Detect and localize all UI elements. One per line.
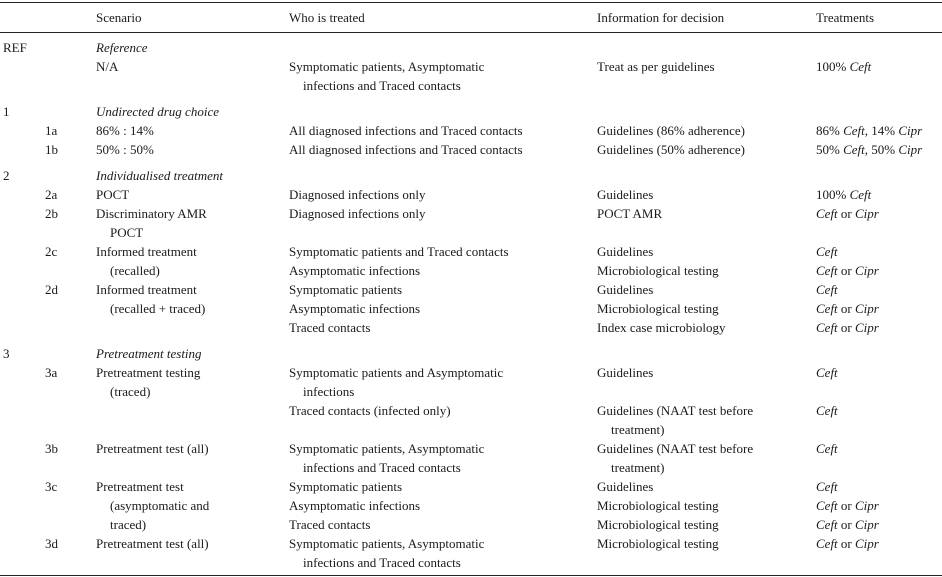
drug-name: Ceft: [816, 263, 838, 278]
information-for-decision: [597, 515, 719, 534]
treatments: [816, 140, 922, 159]
who-is-treated-line: infections: [303, 384, 355, 399]
drug-name: Cipr: [855, 498, 879, 513]
header-rule: [0, 32, 942, 33]
scenario-name-line: (recalled + traced): [110, 301, 206, 316]
information-for-decision: [597, 401, 753, 439]
information-for-decision: [597, 204, 662, 223]
who-is-treated: [289, 318, 370, 337]
drug-name: Ceft: [816, 282, 838, 297]
scenario-name: 50% : 50%: [96, 142, 154, 157]
who-is-treated: [289, 439, 484, 477]
information-for-decision: [597, 242, 653, 261]
scenario-sub-id: 3a: [45, 365, 58, 380]
scenario-name-line: Informed treatment: [96, 244, 197, 259]
treatment-text: 50%: [816, 142, 844, 157]
who-is-treated-line: Asymptomatic infections: [289, 301, 421, 316]
treatments: [816, 515, 879, 534]
drug-name: Cipr: [855, 301, 879, 316]
treatments: [816, 242, 838, 261]
drug-name: Cipr: [855, 517, 879, 532]
scenario-name-line: Pretreatment testing: [96, 365, 201, 380]
scenario-name-line: (recalled): [110, 263, 160, 278]
who-is-treated-line: Asymptomatic infections: [289, 498, 421, 513]
information-for-decision-line: Microbiological testing: [597, 301, 719, 316]
who-is-treated-line: Symptomatic patients: [289, 282, 403, 297]
information-for-decision-line: Index case microbiology: [597, 320, 726, 335]
who-is-treated-line: infections and Traced contacts: [303, 78, 461, 93]
treatment-text: or: [837, 320, 856, 335]
treatments: [816, 534, 879, 553]
who-is-treated-line: infections and Traced contacts: [303, 460, 461, 475]
information-for-decision-line: Guidelines: [597, 365, 654, 380]
drug-name: Cipr: [855, 206, 879, 221]
information-for-decision: [597, 185, 653, 204]
who-is-treated-line: Symptomatic patients and Asymptomatic: [289, 365, 504, 380]
information-for-decision-line: Guidelines: [597, 282, 654, 297]
drug-name: Cipr: [855, 320, 879, 335]
information-for-decision: [597, 140, 745, 159]
who-is-treated: [289, 242, 509, 261]
scenario-name-line: traced): [110, 517, 147, 532]
scenario-name-line: Pretreatment test: [96, 479, 184, 494]
drug-name: Ceft: [816, 365, 838, 380]
who-is-treated-line: Symptomatic patients: [289, 479, 403, 494]
information-for-decision-line: POCT AMR: [597, 206, 663, 221]
treatments: [816, 299, 879, 318]
scenario-name: POCT: [96, 187, 130, 202]
who-is-treated: [289, 401, 451, 420]
information-for-decision-line: Guidelines: [597, 187, 654, 202]
information-for-decision-line: treatment): [611, 460, 665, 475]
scenario-name-line: Pretreatment test (all): [96, 441, 209, 456]
treatments: [816, 496, 879, 515]
information-for-decision-line: Microbiological testing: [597, 263, 719, 278]
who-is-treated: [289, 534, 484, 572]
scenario-name: Individualised treatment: [96, 168, 223, 183]
information-for-decision: [597, 363, 653, 382]
header-treatments: Treatments: [816, 10, 875, 25]
who-is-treated: [289, 280, 402, 299]
treatment-text: , 50%: [864, 142, 899, 157]
information-for-decision-line: Microbiological testing: [597, 498, 719, 513]
who-is-treated: [289, 477, 402, 496]
information-for-decision-line: treatment): [611, 422, 665, 437]
who-is-treated-line: Traced contacts (infected only): [289, 403, 451, 418]
drug-name: Cipr: [855, 536, 879, 551]
who-is-treated-line: Symptomatic patients, Asymptomatic: [289, 536, 485, 551]
treatment-text: or: [837, 206, 856, 221]
scenario-name-line: Informed treatment: [96, 282, 197, 297]
who-is-treated: [289, 185, 425, 204]
treatment-text: 86%: [816, 123, 844, 138]
who-is-treated-line: Diagnosed infections only: [289, 187, 426, 202]
header-who-is-treated: Who is treated: [289, 10, 365, 25]
who-is-treated-line: Diagnosed infections only: [289, 206, 426, 221]
who-is-treated-line: Asymptomatic infections: [289, 263, 421, 278]
information-for-decision: [597, 318, 726, 337]
scenario-name: [96, 204, 207, 242]
treatments: [816, 363, 838, 382]
scenario-group-id: 3: [3, 346, 10, 361]
treatment-text: 14%: [868, 123, 899, 138]
scenario-name-line: POCT: [110, 225, 144, 240]
scenario-sub-id: 3b: [45, 441, 58, 456]
scenario-sub-id: 3d: [45, 536, 58, 551]
scenario-sub-id: 3c: [45, 479, 58, 494]
treatment-text: or: [837, 498, 856, 513]
scenario-name-line: Discriminatory AMR: [96, 206, 207, 221]
who-is-treated: [289, 299, 420, 318]
drug-name: Ceft: [816, 498, 838, 513]
scenario-name: [96, 363, 200, 401]
scenario-sub-id: 2b: [45, 206, 58, 221]
scenario-sub-id: 2a: [45, 187, 58, 202]
scenario-name: Pretreatment testing: [96, 346, 202, 361]
treatments: [816, 261, 879, 280]
information-for-decision: [597, 261, 719, 280]
treatments: [816, 439, 838, 458]
who-is-treated: [289, 121, 523, 140]
drug-name: Ceft: [816, 536, 838, 551]
drug-name: Ceft: [849, 59, 872, 74]
treatment-text: or: [837, 263, 856, 278]
information-for-decision: [597, 299, 719, 318]
treatment-text: 100%: [816, 59, 850, 74]
information-for-decision-line: Guidelines (NAAT test before: [597, 441, 754, 456]
drug-name: Cipr: [898, 123, 923, 138]
who-is-treated: [289, 515, 370, 534]
treatments: [816, 477, 838, 496]
drug-name: Ceft: [816, 517, 838, 532]
drug-name: Ceft: [816, 403, 838, 418]
treatments: [816, 401, 838, 420]
scenario-sub-id: 2d: [45, 282, 58, 297]
header-information-for-decision: Information for decision: [597, 10, 725, 25]
information-for-decision-line: Guidelines: [597, 479, 654, 494]
header-scenario: Scenario: [96, 10, 142, 25]
scenario-name-line: (asymptomatic and: [110, 498, 210, 513]
who-is-treated-line: All diagnosed infections and Traced contacts: [289, 142, 523, 157]
scenario-name: Reference: [96, 40, 148, 55]
information-for-decision-line: Guidelines (86% adherence): [597, 123, 745, 138]
scenario-name: Undirected drug choice: [96, 104, 219, 119]
scenario-name: 86% : 14%: [96, 123, 154, 138]
drug-name: Ceft,: [843, 123, 869, 138]
drug-name: Ceft: [816, 301, 838, 316]
who-is-treated: [289, 140, 523, 159]
information-for-decision: [597, 439, 753, 477]
scenario-name: [96, 534, 209, 553]
scenario-sub-id: 1b: [45, 142, 58, 157]
treatments: [816, 204, 879, 223]
who-is-treated: [289, 363, 503, 401]
drug-name: Cipr: [898, 142, 923, 157]
information-for-decision: [597, 280, 653, 299]
top-rule: [0, 2, 942, 3]
scenario-group-id: 2: [3, 168, 10, 183]
treatments: [816, 121, 922, 140]
drug-name: Ceft: [843, 142, 865, 157]
treatments: [816, 57, 871, 76]
information-for-decision-line: Microbiological testing: [597, 517, 719, 532]
information-for-decision: [597, 534, 719, 553]
information-for-decision: [597, 57, 715, 76]
information-for-decision-line: Guidelines (50% adherence): [597, 142, 745, 157]
scenario-name: [96, 242, 197, 280]
treatments: [816, 318, 879, 337]
information-for-decision-line: Guidelines: [597, 244, 654, 259]
treatments: [816, 185, 871, 204]
scenario-sub-id: 2c: [45, 244, 58, 259]
who-is-treated: [289, 204, 425, 223]
drug-name: Ceft: [816, 206, 838, 221]
scenario-name: N/A: [96, 59, 119, 74]
scenario-group-id: REF: [3, 40, 27, 55]
who-is-treated-line: Traced contacts: [289, 320, 371, 335]
information-for-decision-line: Guidelines (NAAT test before: [597, 403, 754, 418]
scenario-name: [96, 439, 209, 458]
who-is-treated-line: Symptomatic patients, Asymptomatic: [289, 59, 485, 74]
who-is-treated-line: Traced contacts: [289, 517, 371, 532]
treatments: [816, 280, 838, 299]
treatment-text: or: [837, 517, 856, 532]
drug-name: Ceft: [816, 320, 838, 335]
drug-name: Cipr: [855, 263, 879, 278]
information-for-decision-line: Treat as per guidelines: [597, 59, 715, 74]
who-is-treated: [289, 57, 484, 95]
scenario-sub-id: 1a: [45, 123, 58, 138]
treatment-text: or: [837, 536, 856, 551]
treatment-text: or: [837, 301, 856, 316]
drug-name: Ceft: [816, 479, 838, 494]
bottom-rule: [0, 575, 942, 576]
information-for-decision: [597, 477, 653, 496]
who-is-treated-line: Symptomatic patients, Asymptomatic: [289, 441, 485, 456]
drug-name: Ceft: [816, 244, 838, 259]
who-is-treated-line: All diagnosed infections and Traced contacts: [289, 123, 523, 138]
scenario-name-line: (traced): [110, 384, 151, 399]
drug-name: Ceft: [849, 187, 872, 202]
scenario-group-id: 1: [3, 104, 10, 119]
who-is-treated-line: infections and Traced contacts: [303, 555, 461, 570]
scenario-name: [96, 477, 209, 534]
information-for-decision: [597, 121, 745, 140]
scenario-name-line: Pretreatment test (all): [96, 536, 209, 551]
who-is-treated: [289, 261, 420, 280]
who-is-treated: [289, 496, 420, 515]
scenario-name: [96, 280, 205, 318]
information-for-decision: [597, 496, 719, 515]
treatment-text: 100%: [816, 187, 850, 202]
information-for-decision-line: Microbiological testing: [597, 536, 719, 551]
who-is-treated-line: Symptomatic patients and Traced contacts: [289, 244, 509, 259]
drug-name: Ceft: [816, 441, 838, 456]
